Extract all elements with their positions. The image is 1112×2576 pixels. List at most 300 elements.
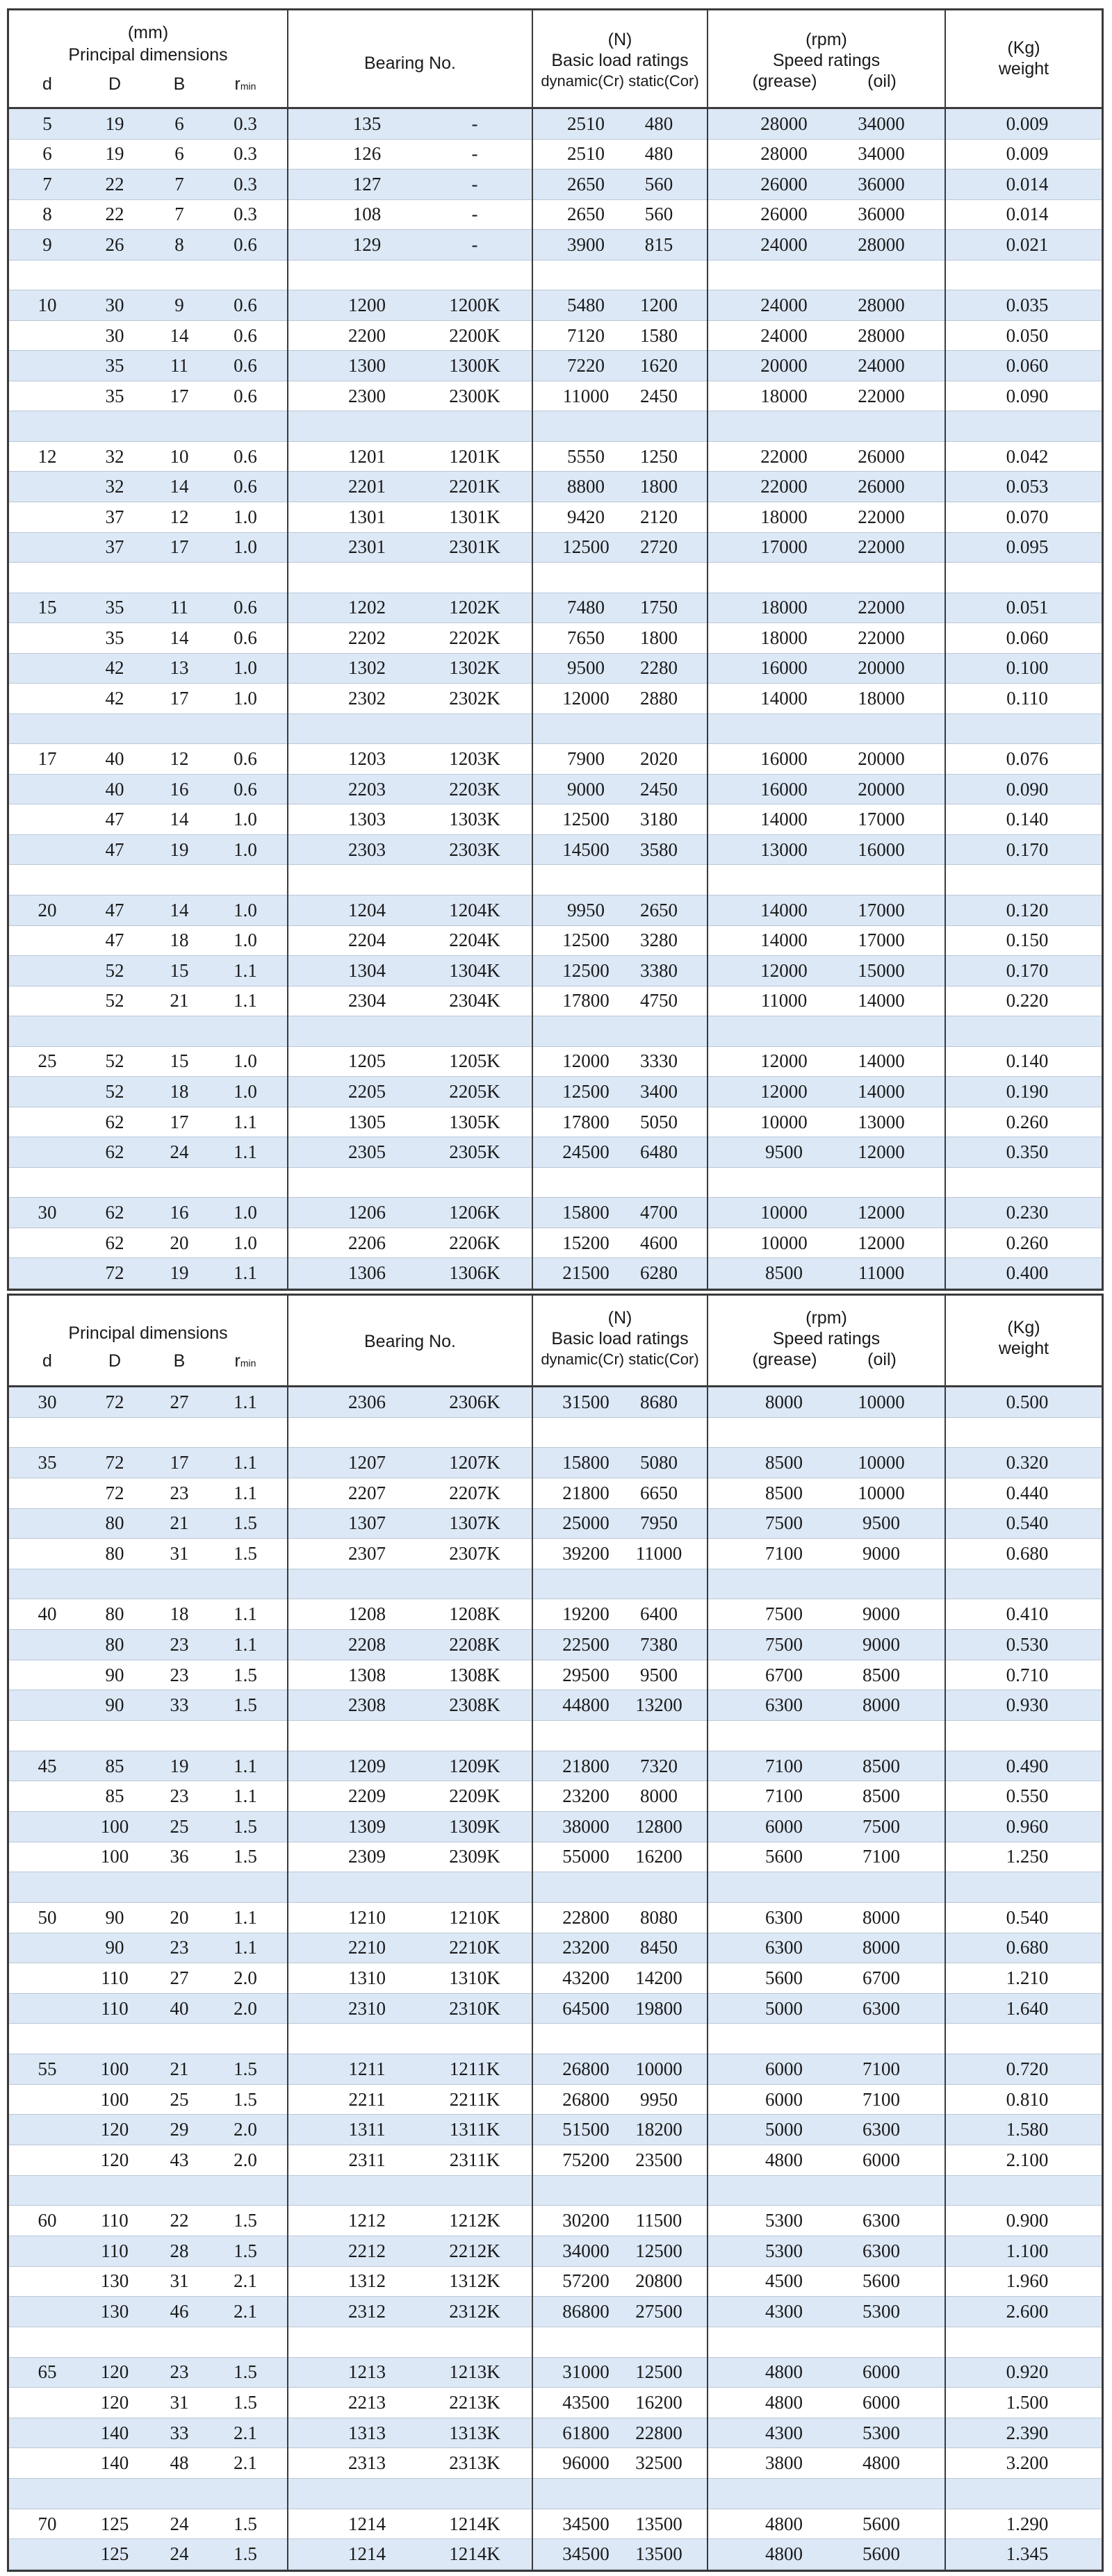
cell-rmin: 1.0 — [234, 930, 257, 951]
bearing-no-header: Bearing No. — [363, 1332, 457, 1351]
cell-bearing-no-k: - — [471, 113, 478, 134]
cell-speed-grease: 16000 — [760, 778, 808, 800]
cell-bearing-no-k: 2200K — [449, 324, 500, 346]
cell-weight: 0.100 — [1006, 657, 1049, 679]
cell-bore-d: 50 — [38, 1906, 57, 1928]
cell-outer-diameter: 62 — [105, 1202, 124, 1223]
weight-unit: (Kg) — [1007, 38, 1040, 58]
cell-speed-grease: 7500 — [765, 1512, 803, 1534]
cell-outer-diameter: 35 — [105, 597, 124, 618]
cell-weight: 0.014 — [1006, 204, 1049, 225]
cell-width: 16 — [170, 778, 189, 800]
dims-title: Principal dimensions — [68, 45, 228, 65]
cell-rmin: 1.5 — [234, 1543, 257, 1564]
load-title: Basic load ratings — [551, 51, 689, 70]
cell-speed-oil: 17000 — [858, 809, 905, 830]
cell-width: 28 — [170, 2240, 189, 2261]
cell-bore-d: 9 — [42, 233, 52, 255]
cell-speed-grease: 16000 — [760, 748, 808, 770]
group-separator-row — [9, 2327, 1102, 2358]
cell-speed-grease: 11000 — [760, 990, 808, 1012]
cell-bearing-no-k: 1307K — [449, 1512, 500, 1534]
table-row — [9, 1751, 1102, 1782]
group-separator-row — [9, 1168, 1102, 1198]
cell-speed-grease: 4800 — [765, 2513, 803, 2534]
table-row — [9, 1690, 1102, 1721]
cell-speed-grease: 5300 — [765, 2240, 803, 2261]
cell-rmin: 0.6 — [234, 294, 257, 315]
cell-bearing-no-k: 2300K — [449, 385, 500, 406]
cell-speed-grease: 9500 — [765, 1141, 803, 1163]
cell-outer-diameter: 140 — [100, 2452, 129, 2474]
cell-bearing-no: 2201 — [348, 476, 386, 497]
cell-weight: 0.680 — [1006, 1543, 1049, 1564]
cell-static-load: 560 — [644, 173, 673, 195]
table-header — [9, 1296, 1102, 1387]
cell-bearing-no: 2305 — [348, 1141, 386, 1163]
cell-bearing-no-k: 1212K — [449, 2210, 500, 2231]
cell-bore-d: 20 — [38, 899, 57, 920]
cell-speed-grease: 14000 — [760, 687, 808, 709]
cell-outer-diameter: 120 — [100, 2361, 129, 2383]
cell-rmin: 0.6 — [234, 778, 257, 800]
cell-weight: 1.100 — [1006, 2240, 1049, 2261]
cell-bore-d: 55 — [38, 2058, 57, 2079]
cell-speed-grease: 8000 — [765, 1391, 803, 1412]
weight-unit: (Kg) — [1007, 1318, 1040, 1337]
cell-weight: 1.210 — [1006, 1967, 1049, 1988]
dims-unit: (mm) — [127, 23, 169, 42]
cell-width: 12 — [170, 506, 189, 527]
cell-speed-oil: 11000 — [858, 1262, 905, 1284]
cell-dynamic-load: 43500 — [562, 2391, 610, 2413]
cell-dynamic-load: 12000 — [562, 1050, 610, 1072]
cell-weight: 0.090 — [1006, 778, 1049, 800]
group-separator-row — [9, 1016, 1102, 1047]
cell-rmin: 1.1 — [234, 1482, 257, 1503]
cell-dynamic-load: 26800 — [562, 2088, 610, 2110]
load-unit: (N) — [607, 1308, 632, 1328]
cell-dynamic-load: 8800 — [567, 476, 605, 497]
cell-bearing-no-k: 1309K — [449, 1815, 500, 1837]
cell-bearing-no: 1208 — [348, 1603, 386, 1625]
cell-static-load: 16200 — [635, 1846, 682, 1867]
cell-dynamic-load: 15800 — [562, 1202, 610, 1223]
cell-bearing-no: 2301 — [348, 536, 386, 558]
cell-static-load: 1200 — [640, 294, 678, 315]
cell-bearing-no: 2207 — [348, 1482, 386, 1503]
cell-width: 43 — [170, 2149, 189, 2170]
cell-rmin: 0.6 — [234, 476, 257, 497]
cell-outer-diameter: 72 — [105, 1391, 124, 1412]
cell-weight: 1.345 — [1006, 2543, 1049, 2565]
cell-outer-diameter: 120 — [100, 2391, 129, 2413]
cell-rmin: 1.1 — [234, 1391, 257, 1412]
cell-bearing-no: 2211 — [348, 2088, 386, 2110]
cell-speed-oil: 5600 — [862, 2513, 900, 2534]
table-row — [9, 1660, 1102, 1691]
cell-static-load: 14200 — [635, 1967, 682, 1988]
cell-bearing-no-k: 1205K — [449, 1050, 500, 1072]
cell-weight: 0.920 — [1006, 2361, 1049, 2383]
cell-width: 27 — [170, 1967, 189, 1988]
cell-bearing-no-k: 2207K — [449, 1482, 500, 1503]
cell-dynamic-load: 2650 — [567, 204, 605, 225]
cell-rmin: 1.1 — [234, 959, 257, 981]
cell-rmin: 1.5 — [234, 2361, 257, 2383]
cell-speed-oil: 15000 — [858, 959, 905, 981]
cell-outer-diameter: 100 — [100, 1815, 129, 1837]
cell-speed-oil: 12000 — [858, 1141, 905, 1163]
cell-bearing-no: 1204 — [348, 899, 386, 920]
cell-width: 17 — [170, 385, 189, 406]
cell-outer-diameter: 80 — [105, 1512, 124, 1534]
cell-outer-diameter: 42 — [105, 657, 124, 679]
cell-static-load: 6280 — [640, 1262, 678, 1284]
cell-speed-oil: 17000 — [858, 930, 905, 951]
cell-width: 31 — [170, 1543, 189, 1564]
cell-width: 16 — [170, 1202, 189, 1223]
cell-static-load: 6480 — [640, 1141, 678, 1163]
cell-weight: 0.060 — [1006, 355, 1049, 377]
cell-bore-d: 40 — [38, 1603, 57, 1625]
cell-static-load: 2880 — [640, 687, 678, 709]
cell-bearing-no-k: 1312K — [449, 2270, 500, 2292]
cell-width: 25 — [170, 1815, 189, 1837]
speed-grease-header: (grease) — [752, 1350, 817, 1369]
cell-outer-diameter: 110 — [101, 1967, 129, 1988]
cell-bearing-no-k: 2307K — [449, 1543, 500, 1564]
cell-bearing-no: 2302 — [348, 687, 386, 709]
cell-static-load: 3400 — [640, 1080, 678, 1102]
cell-rmin: 1.5 — [234, 2391, 257, 2413]
cell-outer-diameter: 72 — [105, 1452, 124, 1473]
cell-bearing-no: 2210 — [348, 1937, 386, 1958]
table-row — [9, 351, 1102, 381]
cell-weight: 0.260 — [1006, 1111, 1049, 1132]
cell-weight: 0.900 — [1006, 2210, 1049, 2231]
cell-width: 25 — [170, 2088, 189, 2110]
col-d-header: d — [42, 1351, 52, 1371]
cell-outer-diameter: 40 — [105, 748, 124, 770]
cell-speed-grease: 7100 — [765, 1755, 803, 1776]
cell-bearing-no: 1307 — [348, 1512, 386, 1534]
cell-static-load: 1620 — [640, 355, 678, 377]
cell-outer-diameter: 37 — [105, 506, 124, 527]
cell-static-load: 6400 — [640, 1603, 678, 1625]
table-row — [9, 2206, 1102, 2236]
cell-speed-oil: 5600 — [862, 2543, 900, 2565]
cell-width: 7 — [174, 173, 184, 195]
table-row — [9, 956, 1102, 986]
cell-weight: 0.060 — [1006, 627, 1049, 648]
cell-speed-oil: 12000 — [858, 1202, 905, 1223]
cell-outer-diameter: 90 — [105, 1664, 124, 1685]
cell-bearing-no: 2208 — [348, 1633, 386, 1655]
cell-weight: 0.009 — [1006, 143, 1049, 165]
cell-width: 22 — [170, 2210, 189, 2231]
cell-bearing-no-k: 2313K — [449, 2452, 500, 2474]
cell-speed-grease: 28000 — [760, 113, 808, 134]
cell-speed-oil: 8000 — [862, 1694, 900, 1716]
cell-speed-oil: 5600 — [862, 2270, 900, 2292]
cell-speed-oil: 10000 — [858, 1452, 905, 1473]
cell-speed-oil: 4800 — [862, 2452, 900, 2474]
cell-width: 24 — [170, 2543, 189, 2565]
cell-bearing-no-k: 1311K — [449, 2119, 500, 2140]
cell-speed-grease: 4800 — [765, 2543, 803, 2565]
cell-bearing-no-k: 1208K — [449, 1603, 500, 1625]
cell-outer-diameter: 35 — [105, 385, 124, 406]
cell-speed-oil: 22000 — [858, 536, 905, 558]
cell-width: 33 — [170, 1694, 189, 1716]
table-row — [9, 804, 1102, 835]
cell-static-load: 13200 — [635, 1694, 682, 1716]
cell-speed-grease: 5600 — [765, 1846, 803, 1867]
cell-rmin: 1.0 — [234, 1050, 257, 1072]
cell-static-load: 2650 — [640, 899, 678, 920]
cell-bearing-no: 1206 — [348, 1202, 386, 1223]
cell-weight: 1.290 — [1006, 2513, 1049, 2534]
cell-dynamic-load: 12500 — [562, 1080, 610, 1102]
cell-dynamic-load: 7480 — [567, 597, 605, 618]
cell-speed-grease: 12000 — [760, 1080, 808, 1102]
cell-rmin: 1.1 — [234, 1603, 257, 1625]
cell-outer-diameter: 80 — [105, 1603, 124, 1625]
cell-weight: 0.550 — [1006, 1785, 1049, 1807]
cell-weight: 0.170 — [1006, 959, 1049, 981]
cell-weight: 0.350 — [1006, 1141, 1049, 1163]
cell-static-load: 2720 — [640, 536, 678, 558]
cell-dynamic-load: 43200 — [562, 1967, 610, 1988]
cell-rmin: 2.1 — [234, 2270, 257, 2292]
cell-speed-oil: 20000 — [858, 657, 905, 679]
cell-static-load: 7320 — [640, 1755, 678, 1776]
cell-bearing-no-k: 2213K — [449, 2391, 500, 2413]
cell-speed-oil: 14000 — [858, 990, 905, 1012]
cell-bore-d: 60 — [38, 2210, 57, 2231]
cell-bearing-no-k: 2202K — [449, 627, 500, 648]
group-separator-row — [9, 1569, 1102, 1600]
cell-bearing-no: 2300 — [348, 385, 386, 406]
cell-outer-diameter: 100 — [100, 2088, 129, 2110]
cell-bore-d: 7 — [42, 173, 52, 195]
group-separator-row — [9, 714, 1102, 745]
load-title: Basic load ratings — [551, 1329, 689, 1348]
cell-dynamic-load: 2510 — [567, 143, 605, 165]
cell-bearing-no: 1311 — [348, 2119, 386, 2140]
cell-speed-grease: 18000 — [760, 506, 808, 527]
cell-width: 36 — [170, 1846, 189, 1867]
cell-speed-oil: 22000 — [858, 627, 905, 648]
cell-rmin: 1.1 — [234, 1906, 257, 1928]
cell-bearing-no: 135 — [352, 113, 382, 134]
cell-width: 33 — [170, 2422, 189, 2443]
load-sub: dynamic(Cr) static(Cor) — [541, 1351, 699, 1368]
cell-static-load: 3330 — [640, 1050, 678, 1072]
cell-rmin: 1.0 — [234, 839, 257, 860]
cell-rmin: 0.3 — [234, 113, 257, 134]
cell-bearing-no: 2200 — [348, 324, 386, 346]
table-row — [9, 2145, 1102, 2176]
cell-outer-diameter: 35 — [105, 355, 124, 377]
cell-width: 21 — [170, 2058, 189, 2079]
cell-width: 14 — [170, 476, 189, 497]
cell-bearing-no-k: 2312K — [449, 2301, 500, 2322]
cell-dynamic-load: 75200 — [562, 2149, 610, 2170]
group-separator-row — [9, 1721, 1102, 1751]
cell-static-load: 1580 — [640, 324, 678, 346]
cell-weight: 0.150 — [1006, 930, 1049, 951]
cell-bearing-no: 1304 — [348, 959, 386, 981]
cell-bearing-no-k: 1310K — [449, 1967, 500, 1988]
cell-bore-d: 8 — [42, 204, 52, 225]
cell-width: 7 — [174, 204, 184, 225]
cell-bearing-no-k: 2210K — [449, 1937, 500, 1958]
cell-width: 19 — [170, 1262, 189, 1284]
cell-speed-grease: 4800 — [765, 2149, 803, 2170]
cell-bore-d: 35 — [38, 1452, 57, 1473]
table-row — [9, 1903, 1102, 1933]
cell-static-load: 2120 — [640, 506, 678, 527]
cell-bearing-no-k: 1201K — [449, 445, 500, 467]
cell-speed-oil: 10000 — [858, 1391, 905, 1412]
cell-speed-grease: 4500 — [765, 2270, 803, 2292]
cell-bearing-no: 2313 — [348, 2452, 386, 2474]
cell-width: 24 — [170, 1141, 189, 1163]
cell-speed-grease: 5000 — [765, 2119, 803, 2140]
dims-title: Principal dimensions — [68, 1323, 228, 1343]
cell-outer-diameter: 47 — [105, 899, 124, 920]
cell-width: 23 — [170, 1633, 189, 1655]
cell-bearing-no-k: 1213K — [449, 2361, 500, 2383]
table-row — [9, 895, 1102, 926]
cell-static-load: 27500 — [635, 2301, 682, 2322]
cell-speed-grease: 6000 — [765, 1815, 803, 1837]
cell-outer-diameter: 37 — [105, 536, 124, 558]
cell-bearing-no-k: 2306K — [449, 1391, 500, 1412]
cell-outer-diameter: 90 — [105, 1906, 124, 1928]
cell-speed-oil: 6300 — [862, 2240, 900, 2261]
cell-static-load: 5050 — [640, 1111, 678, 1132]
cell-speed-grease: 6300 — [765, 1694, 803, 1716]
cell-dynamic-load: 9500 — [567, 657, 605, 679]
cell-rmin: 1.1 — [234, 1111, 257, 1132]
cell-speed-grease: 26000 — [760, 173, 808, 195]
cell-rmin: 1.5 — [234, 1846, 257, 1867]
cell-rmin: 1.0 — [234, 809, 257, 830]
cell-bearing-no-k: - — [471, 233, 478, 255]
cell-weight: 0.400 — [1006, 1262, 1049, 1284]
speed-unit: (rpm) — [806, 30, 847, 49]
cell-bearing-no-k: 2211K — [449, 2088, 500, 2110]
cell-outer-diameter: 30 — [105, 294, 124, 315]
cell-static-load: 2020 — [640, 748, 678, 770]
table-row — [9, 1387, 1102, 1418]
cell-rmin: 1.0 — [234, 899, 257, 920]
cell-static-load: 8450 — [640, 1937, 678, 1958]
table-row — [9, 442, 1102, 472]
cell-bearing-no-k: - — [471, 173, 478, 195]
cell-width: 11 — [170, 355, 188, 377]
group-separator-row — [9, 563, 1102, 593]
cell-outer-diameter: 80 — [105, 1543, 124, 1564]
weight-title: weight — [998, 1339, 1049, 1358]
cell-rmin: 2.0 — [234, 1997, 257, 2019]
cell-dynamic-load: 17800 — [562, 1111, 610, 1132]
table-header — [9, 10, 1102, 109]
table-row — [9, 835, 1102, 866]
table-row — [9, 2358, 1102, 2388]
cell-rmin: 1.5 — [234, 2543, 257, 2565]
cell-width: 8 — [174, 233, 184, 255]
cell-bearing-no: 129 — [352, 233, 382, 255]
cell-static-load: 8680 — [640, 1391, 678, 1412]
cell-bearing-no: 126 — [352, 143, 382, 165]
cell-speed-oil: 26000 — [858, 476, 905, 497]
cell-outer-diameter: 80 — [105, 1633, 124, 1655]
cell-bearing-no-k: - — [471, 204, 478, 225]
cell-width: 9 — [174, 294, 184, 315]
cell-bearing-no-k: 1210K — [449, 1906, 500, 1928]
table-row — [9, 623, 1102, 654]
cell-outer-diameter: 72 — [105, 1482, 124, 1503]
cell-rmin: 1.0 — [234, 506, 257, 527]
cell-speed-grease: 5600 — [765, 1967, 803, 1988]
table-row — [9, 744, 1102, 775]
cell-dynamic-load: 9000 — [567, 778, 605, 800]
cell-weight: 1.500 — [1006, 2391, 1049, 2413]
table-row — [9, 1781, 1102, 1812]
cell-outer-diameter: 110 — [101, 2210, 129, 2231]
cell-bore-d: 5 — [42, 113, 52, 134]
cell-weight: 0.042 — [1006, 445, 1049, 467]
cell-width: 11 — [170, 597, 188, 618]
cell-speed-oil: 34000 — [858, 113, 905, 134]
cell-speed-grease: 28000 — [760, 143, 808, 165]
table-row — [9, 2509, 1102, 2540]
cell-rmin: 1.0 — [234, 1080, 257, 1102]
table-row — [9, 1933, 1102, 1964]
table-row — [9, 1963, 1102, 1994]
cell-speed-grease: 16000 — [760, 657, 808, 679]
cell-weight: 0.110 — [1006, 687, 1048, 709]
cell-bearing-no: 2212 — [348, 2240, 386, 2261]
cell-rmin: 1.1 — [234, 1755, 257, 1776]
table-row — [9, 2115, 1102, 2145]
cell-speed-oil: 6300 — [862, 1997, 900, 2019]
cell-speed-oil: 22000 — [858, 597, 905, 618]
cell-bearing-no: 2203 — [348, 778, 386, 800]
cell-weight: 2.600 — [1006, 2301, 1049, 2322]
cell-speed-oil: 9500 — [862, 1512, 900, 1534]
load-unit: (N) — [607, 30, 632, 49]
cell-static-load: 3380 — [640, 959, 678, 981]
cell-speed-grease: 18000 — [760, 627, 808, 648]
cell-bearing-no: 1305 — [348, 1111, 386, 1132]
cell-rmin: 0.3 — [234, 173, 257, 195]
table-row — [9, 1812, 1102, 1842]
cell-static-load: 10000 — [635, 2058, 682, 2079]
cell-bearing-no: 2304 — [348, 990, 386, 1012]
cell-rmin: 0.6 — [234, 233, 257, 255]
cell-width: 48 — [170, 2452, 189, 2474]
cell-width: 23 — [170, 2361, 189, 2383]
cell-bearing-no-k: 1304K — [449, 959, 500, 981]
cell-speed-oil: 28000 — [858, 294, 905, 315]
cell-width: 19 — [170, 839, 189, 860]
cell-outer-diameter: 22 — [105, 204, 124, 225]
